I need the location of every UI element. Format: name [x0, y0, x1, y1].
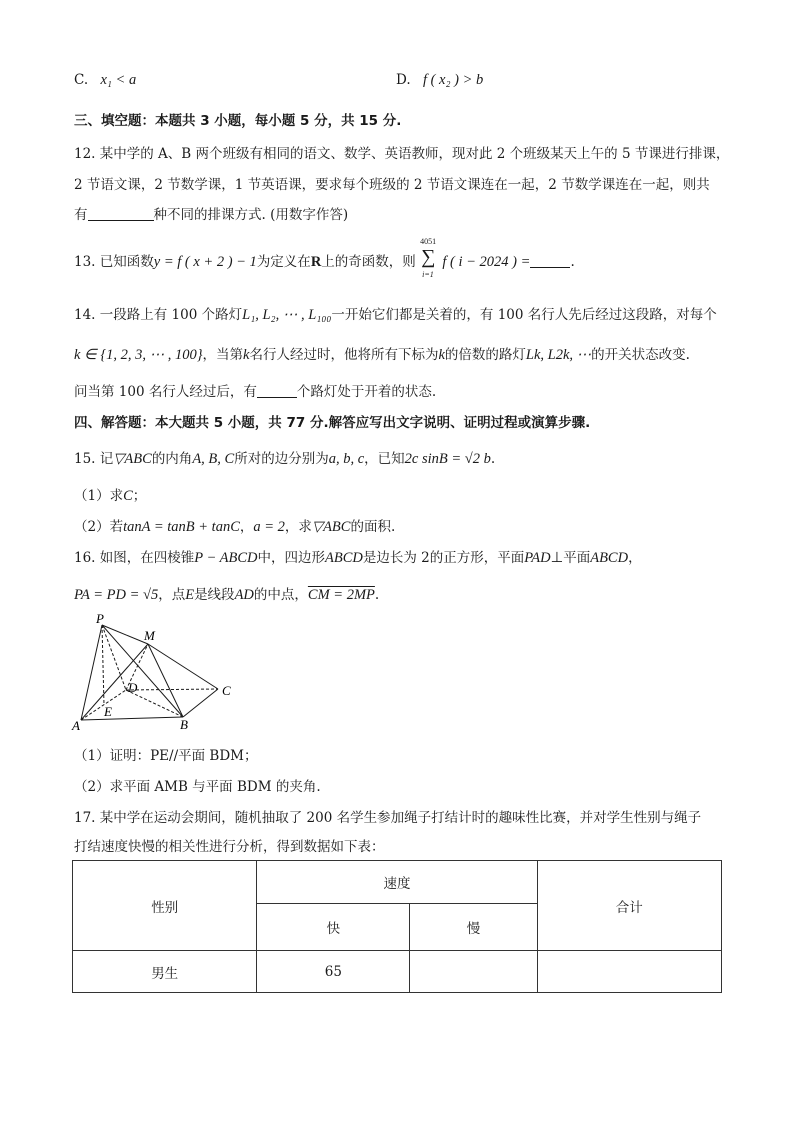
edge-PE	[102, 625, 104, 705]
q16-pyramid-figure	[66, 612, 246, 734]
q12-line3-post: 种不同的排课方式. (用数字作答)	[153, 207, 349, 223]
label-A: A	[72, 718, 80, 733]
section4-heading: 四、解答题：本大题共 5 小题，共 77 分.解答应写出文字说明、证明过程或演算步骤.	[74, 415, 591, 431]
q15-part2-a: a = 2	[253, 519, 285, 535]
label-B: B	[180, 717, 188, 732]
edge-BC	[183, 689, 218, 717]
q13-summation	[420, 237, 438, 279]
q16-line2	[74, 583, 379, 604]
q15-part2-pre: （2）若	[74, 519, 124, 535]
q15-part2-cond: tanA = tanB + tanC	[123, 519, 240, 535]
q14-line2-mid: ，当第	[202, 347, 244, 363]
q16-mid3: 平面	[563, 550, 591, 566]
q15-pre: 15. 记	[74, 451, 114, 467]
q16-plane1: PAD	[524, 550, 551, 566]
q16-perp: ⊥	[550, 550, 564, 566]
header-speed: 速度	[257, 861, 537, 904]
q13-func: y = f ( x + 2 ) − 1	[153, 254, 257, 270]
q15-mid: 的内角	[151, 451, 193, 467]
q15-part1-end: ；	[132, 488, 147, 504]
q15-part2-mid2: ，求	[284, 519, 312, 535]
q16-pyr: P − ABCD	[194, 550, 258, 566]
q15-part2-mid: ，	[239, 519, 254, 535]
q12-line1: 12. 某中学的 A、B 两个班级有相同的语文、数学、英语教师，现对此 2 个班级某天上午的 5 节课进行排课，	[74, 146, 730, 162]
option-d-expr: f ( x₂ ) > b	[422, 72, 484, 88]
edge-AB	[81, 717, 183, 720]
q16-E: E	[185, 587, 195, 603]
q16-AD: AD	[234, 587, 254, 603]
q17-line1: 17. 某中学在运动会期间，随机抽取了 200 名学生参加绳子打结计时的趣味性比赛，并对学生性别与绳子	[74, 810, 702, 826]
header-total: 合计	[537, 861, 721, 951]
edge-PA	[81, 625, 102, 720]
q13-sum-body: f ( i − 2024 ) =	[442, 254, 531, 270]
q14-line1	[74, 303, 717, 324]
row-male-label: 男生	[73, 951, 257, 993]
q16-part2: （2）求平面 AMB 与平面 BDM 的夹角.	[74, 779, 321, 795]
edge-DC	[126, 689, 218, 690]
edge-AM	[81, 644, 148, 720]
q16-line1	[74, 546, 642, 567]
q16-part1: （1）证明：PE//平面 BDM；	[74, 748, 258, 764]
q13-sum-top: 4051	[420, 237, 437, 246]
q16-vec: CM = 2MP	[307, 587, 375, 603]
q13-mid: 为定义在	[256, 254, 311, 270]
q16-eq: PA = PD = √5	[74, 587, 159, 603]
q15-cond: 2c sinB = √2 b	[404, 451, 491, 467]
section3-heading: 三、填空题：本题共 3 小题，每小题 5 分，共 15 分.	[74, 113, 402, 129]
q13-pre: 13. 已知函数	[74, 254, 154, 270]
q16-line2-mid: ，点	[158, 587, 186, 603]
q12-line2: 2 节语文课，2 节数学课，1 节英语课，要求每个班级的 2 节语文课连在一起，2 节数学课连在一起，则共	[74, 177, 710, 193]
q15-tri: ▽ABC	[113, 451, 152, 467]
q12-line3-pre: 有	[74, 207, 88, 223]
q13-post: 上的奇函数，则	[321, 254, 416, 270]
q14-line2	[74, 343, 690, 364]
q15-part2-end: 的面积.	[350, 519, 396, 535]
q14-line2-mid3: 的倍数的路灯	[444, 347, 526, 363]
q14-line3-pre: 问当第 100 名行人经过后，有	[74, 384, 257, 400]
q13-sum-symbol: ∑	[421, 246, 436, 268]
q15-mid3: ，已知	[364, 451, 405, 467]
q17-table	[72, 860, 722, 993]
row-male-slow	[410, 951, 537, 993]
row-male-fast: 65	[257, 951, 410, 993]
q16-line2-mid2: 是线段	[194, 587, 235, 603]
q16-plane2: ABCD	[590, 550, 629, 566]
q15-part1-pre: （1）求	[74, 488, 124, 504]
q14-line1-post: 一开始它们都是关着的，有 100 名行人先后经过这段路，对每个	[331, 307, 717, 323]
q14-lampsk: Lk, L2k, ⋯	[525, 347, 592, 363]
header-fast: 快	[257, 904, 410, 951]
edge-PD	[102, 625, 126, 690]
q15-line1	[74, 447, 495, 468]
header-slow: 慢	[410, 904, 537, 951]
q14-k1: k	[243, 347, 250, 363]
q15-part2	[74, 515, 395, 536]
q14-line3-post: 个路灯处于开着的状态.	[296, 384, 437, 400]
option-c-letter: C.	[74, 72, 89, 88]
q14-line2-mid2: 名行人经过时，他将所有下标为	[249, 347, 439, 363]
q13-end: .	[570, 254, 575, 270]
q16-mid: 中，四边形	[257, 550, 325, 566]
q14-set: k ∈ {1, 2, 3, ⋯ , 100}	[74, 347, 203, 363]
option-c-expr: x₁ < a	[100, 72, 137, 88]
q12-line3	[74, 203, 348, 223]
q15-sides: a, b, c	[328, 451, 365, 467]
q14-line3	[74, 380, 436, 400]
q15-part2-tri: ▽ABC	[311, 519, 351, 535]
q13-answer-blank[interactable]	[530, 267, 570, 268]
q14-k2: k	[438, 347, 445, 363]
q16-line2-end: .	[374, 587, 380, 603]
q14-line1-pre: 14. 一段路上有 100 个路灯	[74, 307, 243, 323]
q15-mid2: 所对的边分别为	[234, 451, 329, 467]
q12-answer-blank[interactable]	[88, 220, 154, 221]
q16-line2-mid3: 的中点，	[253, 587, 308, 603]
q15-part1-var: C	[123, 488, 133, 504]
table-header-row-1	[73, 861, 722, 904]
header-gender: 性别	[73, 861, 257, 951]
q14-line2-post: 的开关状态改变.	[591, 347, 690, 363]
edge-PM	[102, 625, 148, 644]
q16-quad: ABCD	[325, 550, 363, 566]
label-M: M	[144, 628, 155, 643]
label-P: P	[96, 612, 104, 626]
q15-part1	[74, 484, 146, 505]
q16-end1: ，	[628, 550, 642, 566]
option-c	[74, 72, 136, 89]
row-male-total	[537, 951, 721, 993]
label-D: D	[128, 680, 138, 695]
table-row	[73, 951, 722, 993]
q13-R: R	[310, 254, 322, 270]
option-d	[396, 72, 483, 89]
edge-PB	[102, 625, 183, 717]
q15-end: .	[490, 451, 496, 467]
q17-line2: 打结速度快慢的相关性进行分析，得到数据如下表：	[74, 839, 385, 855]
q14-lamps: L₁, L₂, ⋯ , L₁₀₀	[242, 307, 332, 323]
q13-line	[74, 237, 575, 279]
q16-pre: 16. 如图，在四棱锥	[74, 550, 195, 566]
q16-mid2: 是边长为 2的正方形，平面	[362, 550, 525, 566]
q15-angles: A, B, C	[192, 451, 235, 467]
q14-answer-blank[interactable]	[257, 397, 297, 398]
option-d-letter: D.	[396, 72, 411, 88]
label-E: E	[104, 704, 112, 719]
label-C: C	[222, 683, 231, 698]
q13-sum-bottom: i=1	[422, 270, 434, 279]
